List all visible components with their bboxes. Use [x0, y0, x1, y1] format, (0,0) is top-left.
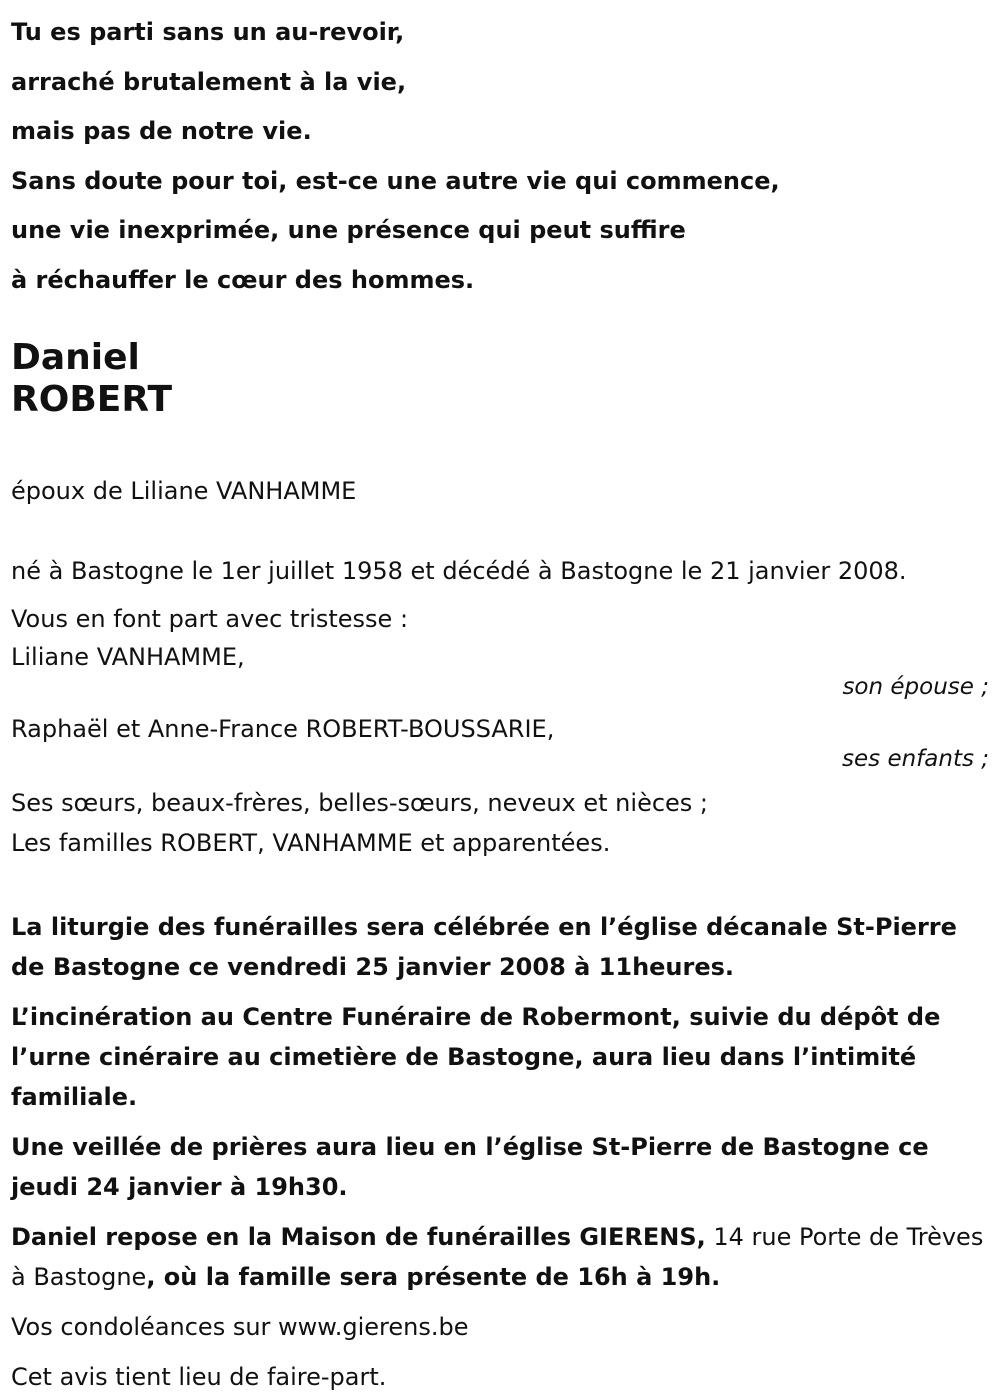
family-member-name: Liliane VANHAMME,: [11, 643, 245, 671]
deceased-first-name: Daniel: [11, 337, 140, 378]
poem-line: Sans doute pour toi, est-ce une autre vie qui commence,: [11, 166, 780, 195]
repose-paragraph: [11, 1217, 991, 1297]
poem-line: à réchauffer le cœur des hommes.: [11, 265, 475, 294]
family-member-name: Raphaël et Anne-France ROBERT-BOUSSARIE,: [11, 715, 555, 743]
deceased-name: [11, 337, 991, 421]
relatives-line: Ses sœurs, beaux-frères, belles-sœurs, neveux et nièces ;: [11, 789, 709, 817]
condolences-line: Vos condoléances sur www.gierens.be: [11, 1313, 469, 1341]
vigil-paragraph: Une veillée de prières aura lieu en l’église St-Pierre de Bastogne ce jeudi 24 janvier à 19h30.: [11, 1133, 929, 1201]
incineration-paragraph: L’incinération au Centre Funéraire de Robermont, suivie du dépôt de l’urne cinéraire au cimetière de Bastogne, aura lieu dans l’intimité familiale.: [11, 1003, 941, 1111]
deceased-last-name: ROBERT: [11, 379, 173, 420]
poem: [11, 8, 991, 305]
repose-address: 14 rue Porte de Trèves à Bastogne: [11, 1223, 984, 1291]
repose-text-bold: Daniel repose en la Maison de funérailles GIERENS,: [11, 1223, 706, 1251]
birth-death-line: né à Bastogne le 1er juillet 1958 et décédé à Bastogne le 21 janvier 2008.: [11, 557, 907, 585]
family-entry: [11, 711, 991, 771]
obituary-notice: [11, 0, 991, 1397]
family-entry: [11, 639, 991, 699]
announcement-intro: Vous en font part avec tristesse :: [11, 605, 409, 633]
families-line: Les familles ROBERT, VANHAMME et apparentées.: [11, 829, 611, 857]
family-member-role: ses enfants ;: [842, 746, 989, 772]
poem-line: mais pas de notre vie.: [11, 117, 312, 145]
liturgy-paragraph: La liturgie des funérailles sera célébrée en l’église décanale St-Pierre de Bastogne ce vendredi 25 janvier 2008 à 11heures.: [11, 913, 957, 981]
poem-line: arraché brutalement à la vie,: [11, 67, 407, 96]
poem-line: une vie inexprimée, une présence qui peut suffire: [11, 216, 686, 244]
poem-line: Tu es parti sans un au-revoir,: [11, 18, 405, 46]
spouse-line: époux de Liliane VANHAMME: [11, 477, 357, 505]
family-member-role: son épouse ;: [842, 674, 989, 700]
repose-text-bold-end: , où la famille sera présente de 16h à 19h.: [146, 1263, 721, 1291]
notice-line: Cet avis tient lieu de faire-part.: [11, 1363, 387, 1391]
